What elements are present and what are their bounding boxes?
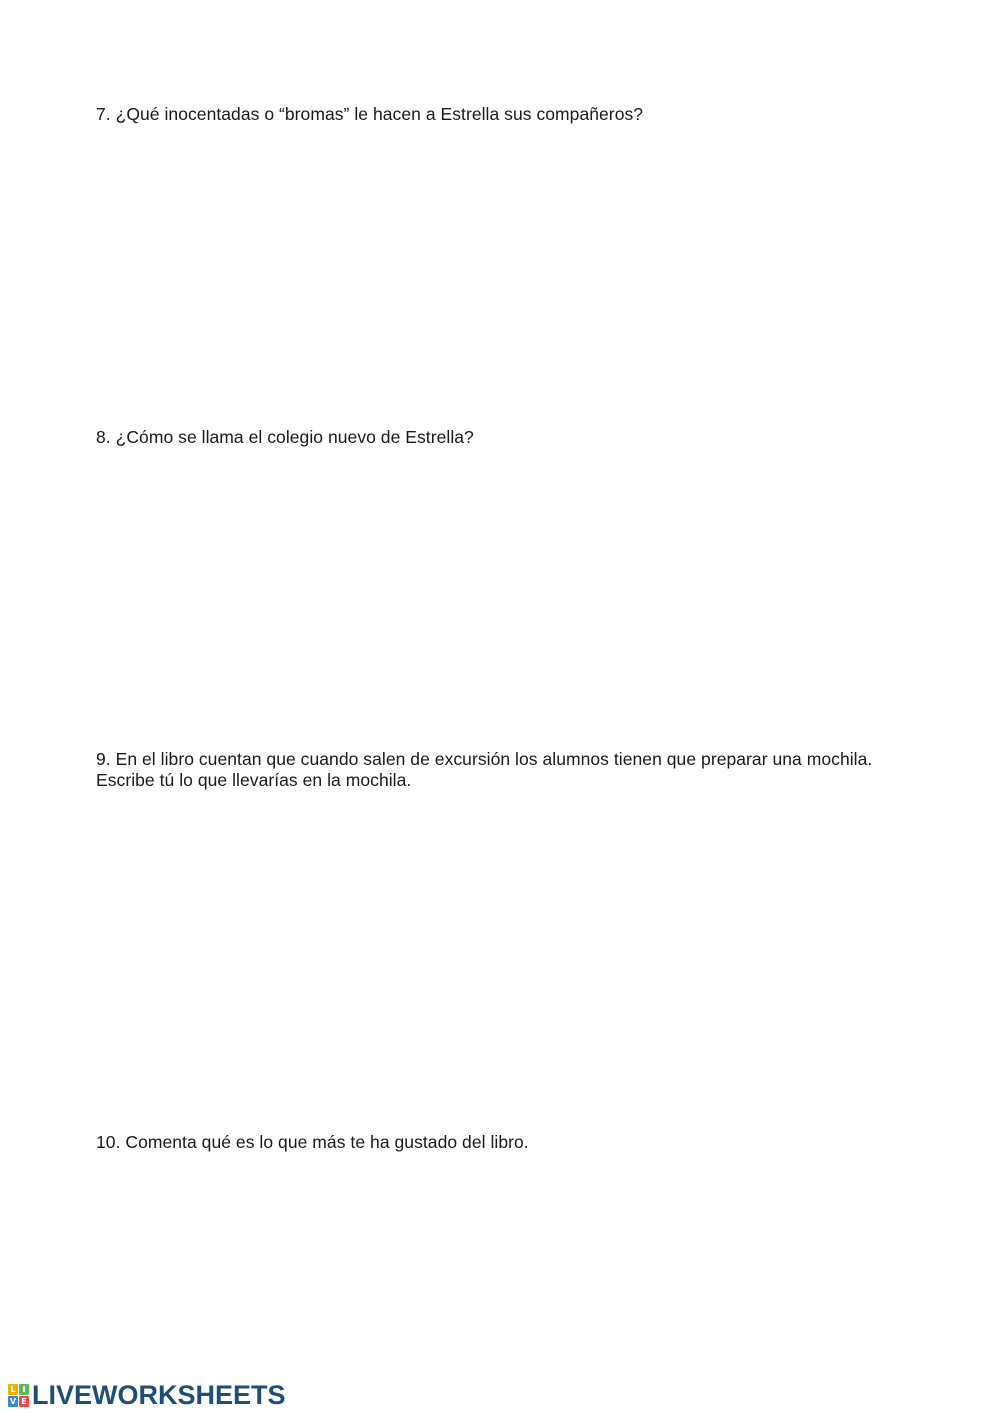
logo-mark-cell: V (9, 1396, 17, 1406)
liveworksheets-logo[interactable] (8, 1381, 286, 1409)
logo-text: LIVEWORKSHEETS (32, 1380, 286, 1410)
question-10: 10. Comenta qué es lo que más te ha gustado del libro. (96, 1132, 529, 1152)
question-9: 9. En el libro cuentan que cuando salen de excursión los alumnos tienen que preparar una mochila. Escribe tú lo que llevarías en la mochila. (96, 749, 873, 790)
logo-mark-icon (8, 1384, 29, 1407)
logo-mark-cell: E (19, 1396, 29, 1407)
question-8: 8. ¿Cómo se llama el colegio nuevo de Estrella? (96, 427, 474, 447)
logo-mark-cell: L (8, 1384, 18, 1395)
logo-mark-cell: I (19, 1384, 29, 1395)
question-7: 7. ¿Qué inocentadas o “bromas” le hacen a Estrella sus compañeros? (96, 104, 644, 124)
